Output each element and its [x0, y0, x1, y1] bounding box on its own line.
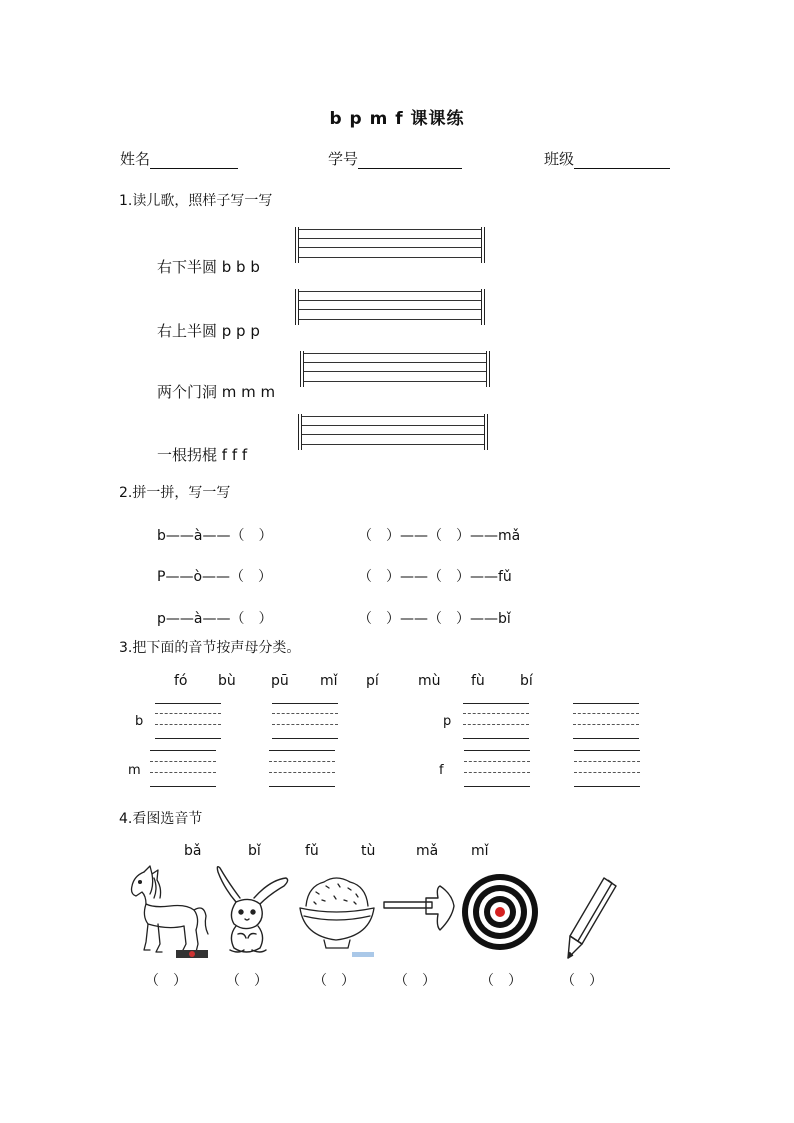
answer-bracket-5[interactable]: （ ）: [480, 973, 522, 989]
section3-heading: 3.把下面的音节按声母分类。: [119, 640, 301, 656]
choice-fu: fǔ: [305, 843, 319, 859]
syllable-mu: mù: [418, 673, 441, 689]
student-id-field[interactable]: [328, 148, 462, 169]
name-label: 姓名: [120, 150, 151, 168]
axe-picture: [382, 884, 456, 934]
syllable-bu: bù: [218, 673, 236, 689]
answer-bracket-1[interactable]: （ ）: [145, 973, 187, 989]
class-blank[interactable]: [574, 153, 670, 169]
choice-mi: mǐ: [471, 843, 489, 859]
rhyme-1: 右下半圆 b b b: [157, 258, 260, 276]
answer-bracket-6[interactable]: （ ）: [561, 973, 603, 989]
writing-staff-4[interactable]: [298, 414, 488, 450]
answer-bracket-2[interactable]: （ ）: [226, 973, 268, 989]
syllable-fo: fó: [174, 673, 188, 689]
rice-bowl-picture: [296, 870, 378, 958]
section4-heading: 4.看图选音节: [119, 811, 203, 827]
spell-left-2[interactable]: P——ò——（ ）: [157, 569, 273, 585]
pencil-picture: [560, 874, 622, 962]
spell-right-3[interactable]: （ ）——（ ）——bǐ: [358, 611, 511, 627]
name-field[interactable]: [120, 148, 238, 169]
spell-left-3[interactable]: p——à——（ ）: [157, 611, 273, 627]
choice-bi: bǐ: [248, 843, 261, 859]
spell-left-1[interactable]: b——à——（ ）: [157, 528, 273, 544]
rhyme-4: 一根拐棍 f f f: [157, 446, 248, 464]
student-id-blank[interactable]: [358, 153, 462, 169]
page-title: b p m f 课课练: [329, 109, 465, 129]
answer-bracket-3[interactable]: （ ）: [313, 973, 355, 989]
name-blank[interactable]: [150, 153, 238, 169]
group-label-f: f: [439, 763, 444, 778]
class-field[interactable]: [544, 148, 670, 169]
class-label: 班级: [544, 150, 575, 168]
syllable-fu: fù: [471, 673, 485, 689]
student-id-label: 学号: [328, 150, 359, 168]
spell-right-2[interactable]: （ ）——（ ）——fǔ: [358, 569, 512, 585]
syllable-mi: mǐ: [320, 673, 338, 689]
group-label-b: b: [135, 714, 144, 729]
group-label-m: m: [128, 763, 141, 778]
choice-tu: tù: [361, 843, 376, 859]
writing-staff-2[interactable]: [295, 289, 485, 325]
rabbit-picture: [210, 862, 292, 958]
writing-staff-1[interactable]: [295, 227, 485, 263]
choice-ba: bǎ: [184, 843, 202, 859]
syllable-bi: bí: [520, 673, 533, 689]
syllable-pi: pí: [366, 673, 379, 689]
syllable-pu: pū: [271, 673, 289, 689]
answer-bracket-4[interactable]: （ ）: [394, 973, 436, 989]
choice-ma: mǎ: [416, 843, 439, 859]
section2-heading: 2.拼一拼，写一写: [119, 485, 231, 501]
rhyme-2: 右上半圆 p p p: [157, 322, 260, 340]
rhyme-3: 两个门洞 m m m: [157, 383, 276, 401]
horse-picture: [124, 864, 210, 960]
spell-right-1[interactable]: （ ）——（ ）——mǎ: [358, 528, 521, 544]
target-picture: [460, 872, 540, 952]
section1-heading: 1.读儿歌，照样子写一写: [119, 193, 273, 209]
group-label-p: p: [443, 714, 452, 729]
writing-staff-3[interactable]: [300, 351, 490, 387]
